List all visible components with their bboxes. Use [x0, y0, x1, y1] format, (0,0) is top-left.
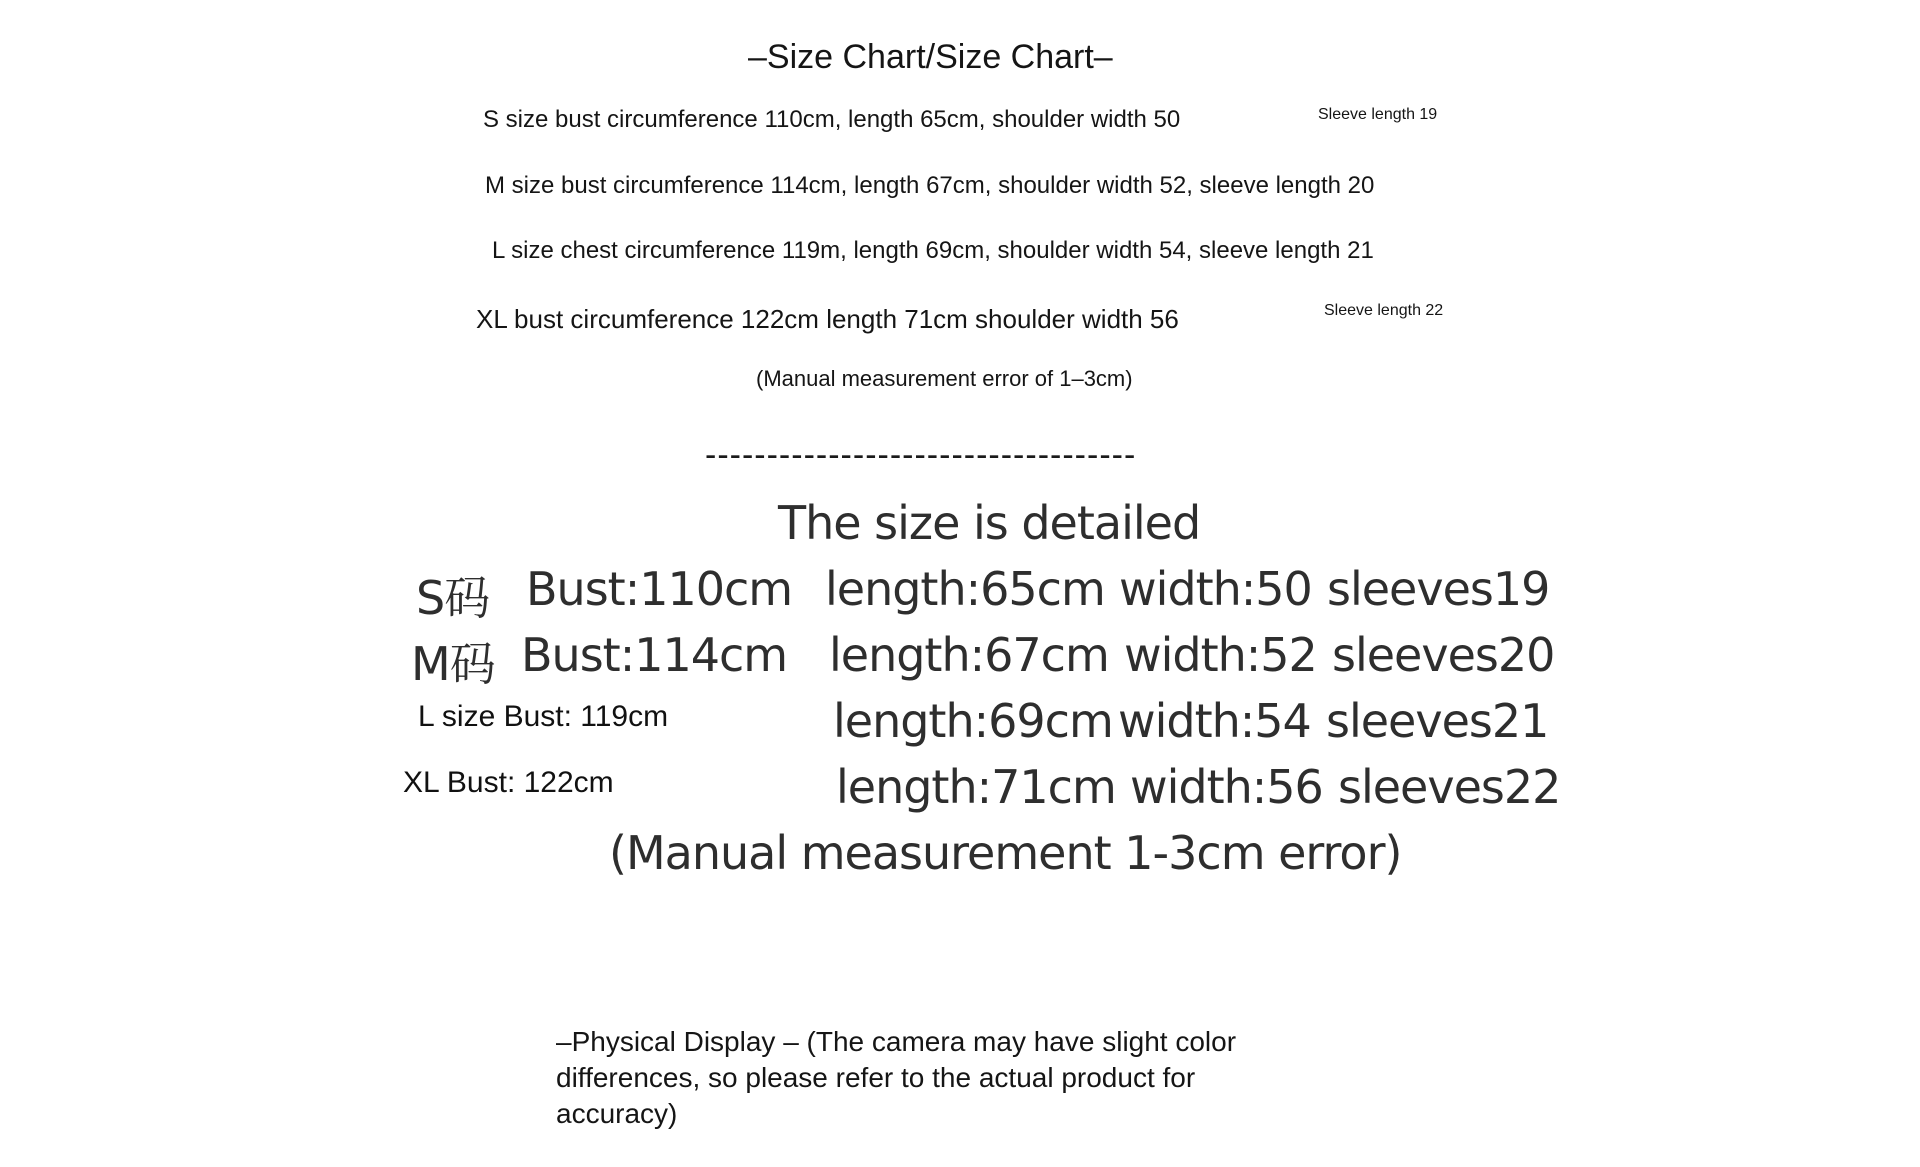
- detail-bust-m: Bust:114cm: [521, 628, 788, 682]
- size-row-s: S size bust circumference 110cm, length 65cm, shoulder width 50: [483, 106, 1181, 133]
- detail-width-m: width:52: [1124, 628, 1317, 682]
- size-row-m: M size bust circumference 114cm, length 67cm, shoulder width 52, sleeve length 20: [485, 172, 1375, 199]
- detail-length-s: length:65cm: [825, 562, 1105, 616]
- detail-title: The size is detailed: [778, 496, 1201, 550]
- detail-sleeves-s: sleeves19: [1327, 562, 1550, 616]
- detail-length-m: length:67cm: [829, 628, 1109, 682]
- detail-error-note: (Manual measurement 1-3cm error): [609, 826, 1402, 880]
- size-row-s-sleeve-note: Sleeve length 19: [1318, 106, 1438, 123]
- size-row-xl-sleeve-note: Sleeve length 22: [1324, 302, 1444, 319]
- dashed-divider: -----------------------------------: [705, 436, 1137, 474]
- detail-bust-l: L size Bust: 119cm: [418, 700, 669, 733]
- size-row-xl: XL bust circumference 122cm length 71cm shoulder width 56: [476, 304, 1179, 334]
- detail-bust-s: Bust:110cm: [526, 562, 793, 616]
- detail-sleeves-xl: sleeves22: [1338, 760, 1561, 814]
- detail-length-l: length:69cm: [833, 694, 1113, 748]
- size-chart-error-note: (Manual measurement error of 1–3cm): [756, 366, 1133, 391]
- detail-size-s: S码: [416, 571, 490, 625]
- detail-size-m: M码: [411, 637, 495, 691]
- detail-bust-xl: XL Bust: 122cm: [403, 766, 614, 799]
- detail-width-s: width:50: [1119, 562, 1312, 616]
- size-chart-title: –Size Chart/Size Chart–: [748, 38, 1113, 76]
- size-row-l: L size chest circumference 119m, length 69cm, shoulder width 54, sleeve length 21: [492, 237, 1374, 264]
- detail-length-xl: length:71cm: [836, 760, 1116, 814]
- detail-width-xl: width:56: [1130, 760, 1323, 814]
- physical-display-note: –Physical Display – (The camera may have slight color differences, so please refer to the actual product for accuracy): [556, 1026, 1237, 1129]
- detail-width-l: width:54: [1118, 694, 1311, 748]
- detail-sleeves-l: sleeves21: [1326, 694, 1549, 748]
- detail-sleeves-m: sleeves20: [1332, 628, 1555, 682]
